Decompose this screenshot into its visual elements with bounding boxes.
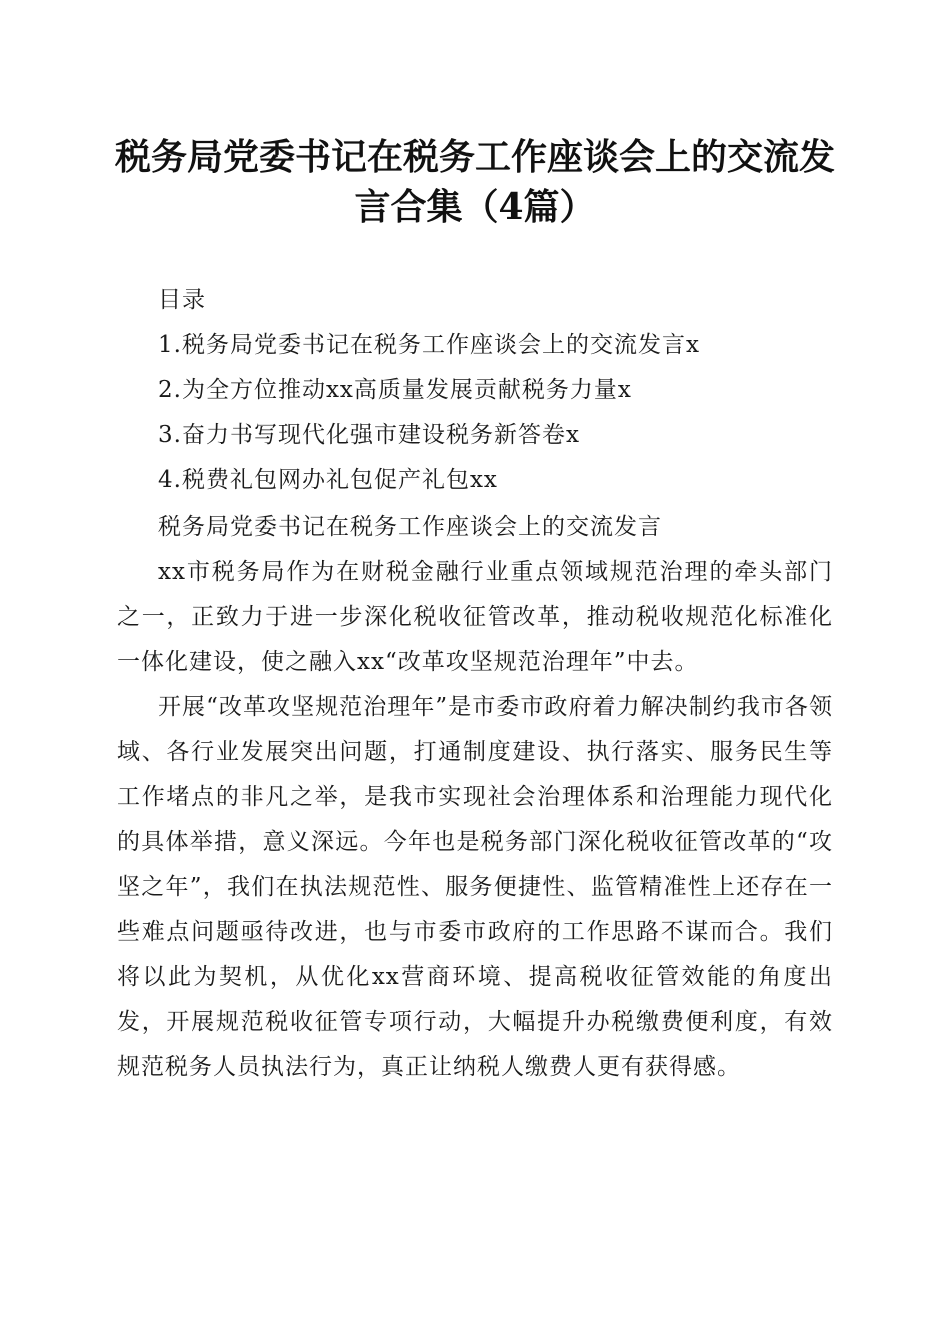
toc-item: 3.奋力书写现代化强市建设税务新答卷x <box>158 422 580 448</box>
body-paragraph: xx市税务局作为在财税金融行业重点领域规范治理的牵头部门之一，正致力于进一步深化税收征管改革，推动税收规范化标准化一体化建设，使之融入xx“改革攻坚规范治理年”中去。 <box>117 559 833 675</box>
toc-item: 4.税费礼包网办礼包促产礼包xx <box>158 467 498 493</box>
document-title: 税务局党委书记在税务工作座谈会上的交流发言合集（4篇） <box>114 136 835 228</box>
body-paragraph: 开展“改革攻坚规范治理年”是市委市政府着力解决制约我市各领域、各行业发展突出问题，打通制度建设、执行落实、服务民生等工作堵点的非凡之举，是我市实现社会治理体系和治理能力现代化的具体举措，意义深远。今年也是税务部门深化税收征管改革的“攻坚之年”，我们在执法规范性、服务便捷性、监管精准性上还存在一些难点问题亟待改进，也与市委市政府的工作思路不谋而合。我们将以此为契机，从优化xx营商环境、提高税收征管效能的角度出发，开展规范税收征管专项行动，大幅提升办税缴费便利度，有效规范税务人员执法行为，真正让纳税人缴费人更有获得感。 <box>117 694 833 1080</box>
toc-item: 1.税务局党委书记在税务工作座谈会上的交流发言x <box>158 332 700 358</box>
toc-item: 2.为全方位推动xx高质量发展贡献税务力量x <box>158 377 632 403</box>
table-of-contents <box>117 278 833 503</box>
section-heading: 税务局党委书记在税务工作座谈会上的交流发言 <box>158 514 662 540</box>
document-body <box>117 505 833 1090</box>
toc-heading: 目录 <box>158 287 206 313</box>
